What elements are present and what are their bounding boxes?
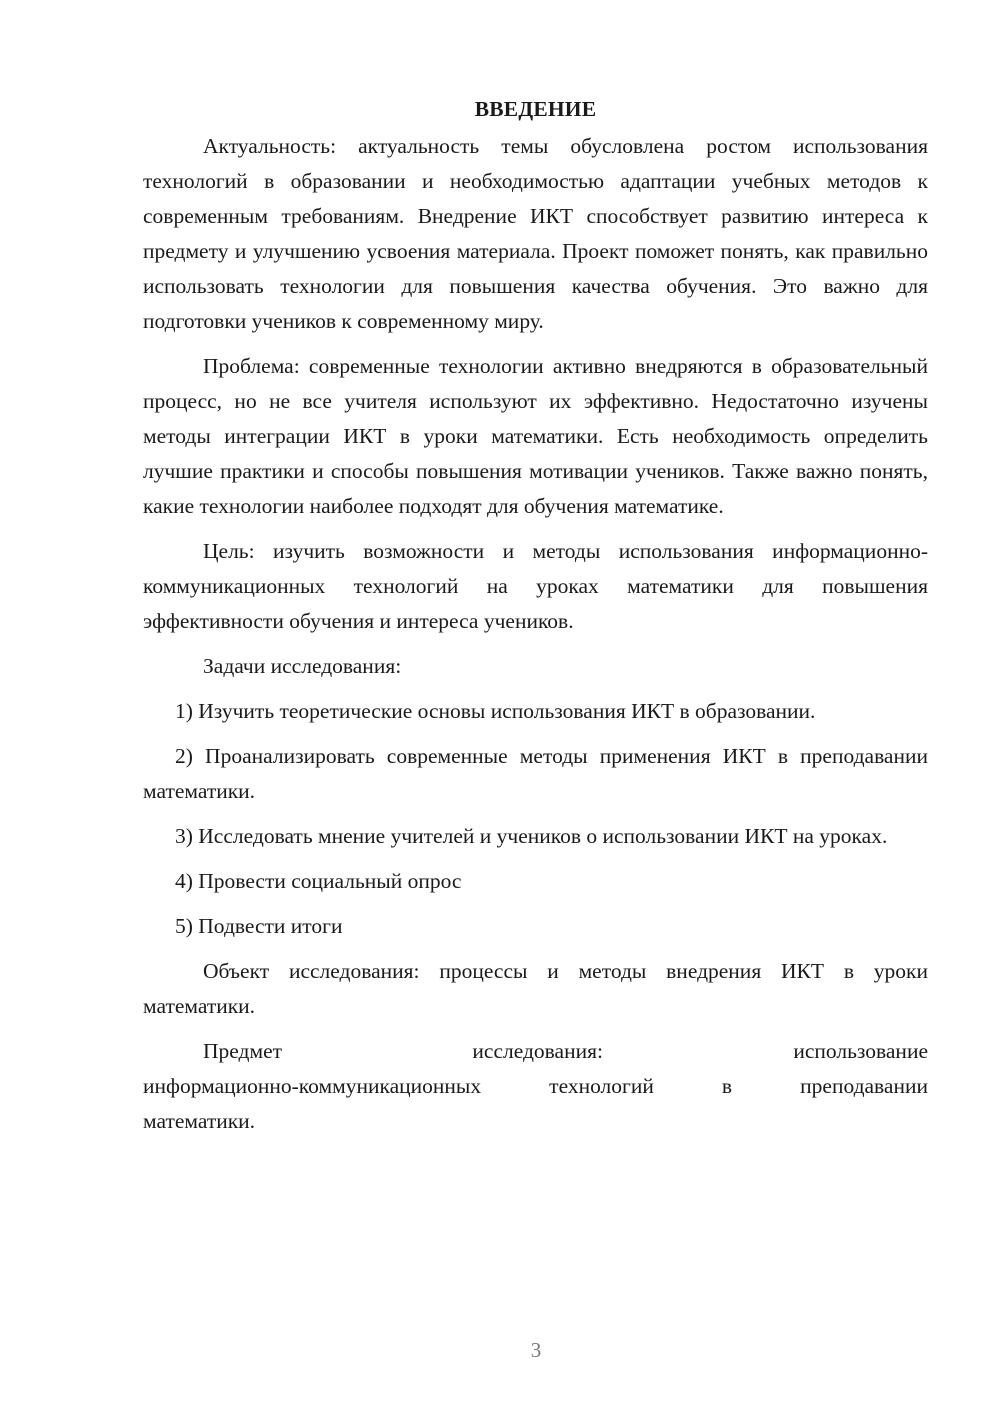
task-item-4: 4) Провести социальный опрос: [175, 869, 462, 893]
task-item-1: 1) Изучить теоретические основы использования ИКТ в образовании.: [175, 699, 816, 723]
relevance-paragraph: Актуальность: актуальность темы обусловлена ростом использования технологий в образовании и необходимостью адаптации учебных методов к современным требованиям. Внедрение ИКТ способствует развитию интереса к предмету и улучшению усвоения материала. Проект поможет понять, как правильно использовать технологии для повышения качества обучения. Это важно для подготовки учеников к современному миру.: [143, 134, 928, 333]
subject-paragraph: [143, 1034, 928, 1139]
page-content: [143, 92, 928, 1139]
tasks-heading: Задачи исследования:: [203, 654, 402, 678]
section-title: ВВЕДЕНИЕ: [474, 97, 597, 121]
task-item-3: 3) Исследовать мнение учителей и учеников о использовании ИКТ на уроках.: [175, 824, 888, 848]
task-item-5: 5) Подвести итоги: [175, 914, 343, 938]
problem-paragraph: Проблема: современные технологии активно внедряются в образовательный процесс, но не все учителя используют их эффективно. Недостаточно изучены методы интеграции ИКТ в уроки математики. Есть необходимость определить лучшие практики и способы повышения мотивации учеников. Также важно понять, какие технологии наиболее подходят для обучения математике.: [143, 354, 928, 518]
object-paragraph: Объект исследования: процессы и методы внедрения ИКТ в уроки математики.: [143, 959, 928, 1018]
subject-line: Предмет исследования: использование: [203, 1039, 928, 1063]
page-number: 3: [530, 1338, 542, 1362]
subject-line: информационно-коммуникационных технологий в преподавании: [143, 1074, 928, 1098]
goal-paragraph: Цель: изучить возможности и методы использования информационно-коммуникационных технологий на уроках математики для повышения эффективности обучения и интереса учеников.: [143, 539, 928, 633]
subject-line: математики.: [143, 1109, 256, 1133]
task-item-2: 2) Проанализировать современные методы применения ИКТ в преподавании математики.: [143, 744, 928, 803]
